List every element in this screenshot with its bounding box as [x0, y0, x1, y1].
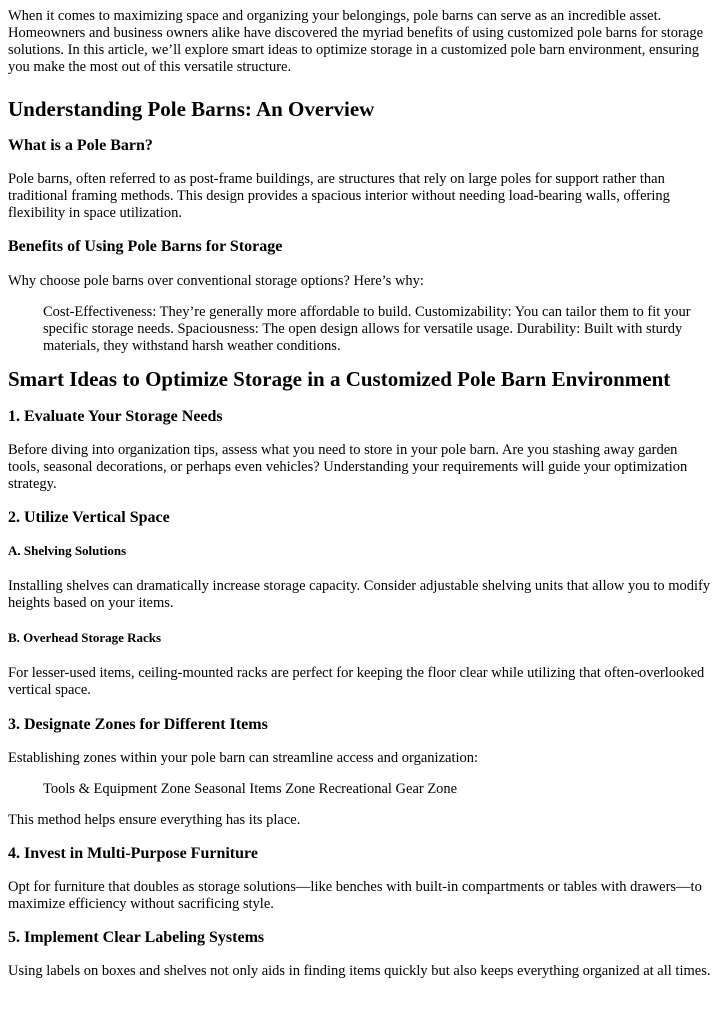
intro-paragraph: When it comes to maximizing space and organizing your belongings, pole barns can serve as an incredible asset. Homeowners and business owners alike have discovered the myriad benefits of using customized pole barns for storage solutions. In this article, we’ll explore smart ideas to optimize storage in a customized pole barn environment, ensuring you make the most out of this versatile structure.: [8, 8, 704, 75]
subheading-benefits: Benefits of Using Pole Barns for Storage: [8, 238, 283, 255]
zones-list: Tools & Equipment Zone Seasonal Items Zone Recreational Gear Zone: [43, 781, 458, 797]
section-heading-smart-ideas: Smart Ideas to Optimize Storage in a Customized Pole Barn Environment: [8, 367, 671, 391]
benefits-list: Cost-Effectiveness: They’re generally more affordable to build. Customizability: You can tailor them to fit your specific storage needs. Spaciousness: The open design allows for versatile usage. Durability: Built with sturdy materials, they withstand harsh weather conditions.: [43, 304, 691, 354]
paragraph-zones: Establishing zones within your pole barn can streamline access and organization:: [8, 750, 479, 766]
subheading-overhead: B. Overhead Storage Racks: [8, 630, 162, 645]
subheading-furniture: 4. Invest in Multi-Purpose Furniture: [8, 845, 258, 862]
paragraph-zones-after: This method helps ensure everything has its place.: [8, 812, 301, 828]
article: [0, 8, 720, 980]
paragraph-shelving: Installing shelves can dramatically increase storage capacity. Consider adjustable shelving units that allow you to modify heights based on your items.: [8, 578, 711, 611]
paragraph-benefits: Why choose pole barns over conventional storage options? Here’s why:: [8, 273, 424, 289]
paragraph-furniture: Opt for furniture that doubles as storage solutions—like benches with built-in compartments or tables with drawers—to maximize efficiency without sacrificing style.: [8, 879, 702, 912]
paragraph-labeling: Using labels on boxes and shelves not only aids in finding items quickly but also keeps everything organized at all times.: [8, 963, 711, 979]
paragraph-overhead: For lesser-used items, ceiling-mounted racks are perfect for keeping the floor clear while utilizing that often-overlooked vertical space.: [8, 665, 705, 698]
paragraph-evaluate: Before diving into organization tips, assess what you need to store in your pole barn. Are you stashing away garden tools, seasonal decorations, or perhaps even vehicles? Understanding your requirements will guide your optimization strategy.: [8, 442, 688, 492]
subheading-evaluate: 1. Evaluate Your Storage Needs: [8, 408, 223, 425]
paragraph-what-is: Pole barns, often referred to as post-frame buildings, are structures that rely on large poles for support rather than traditional framing methods. This design provides a spacious interior without needing load-bearing walls, offering flexibility in space utilization.: [8, 171, 670, 221]
subheading-shelving: A. Shelving Solutions: [8, 543, 127, 558]
subheading-labeling: 5. Implement Clear Labeling Systems: [8, 929, 265, 946]
subheading-what-is: What is a Pole Barn?: [8, 137, 153, 154]
subheading-vertical: 2. Utilize Vertical Space: [8, 509, 170, 526]
section-heading-overview: Understanding Pole Barns: An Overview: [8, 97, 375, 121]
subheading-zones: 3. Designate Zones for Different Items: [8, 716, 268, 733]
